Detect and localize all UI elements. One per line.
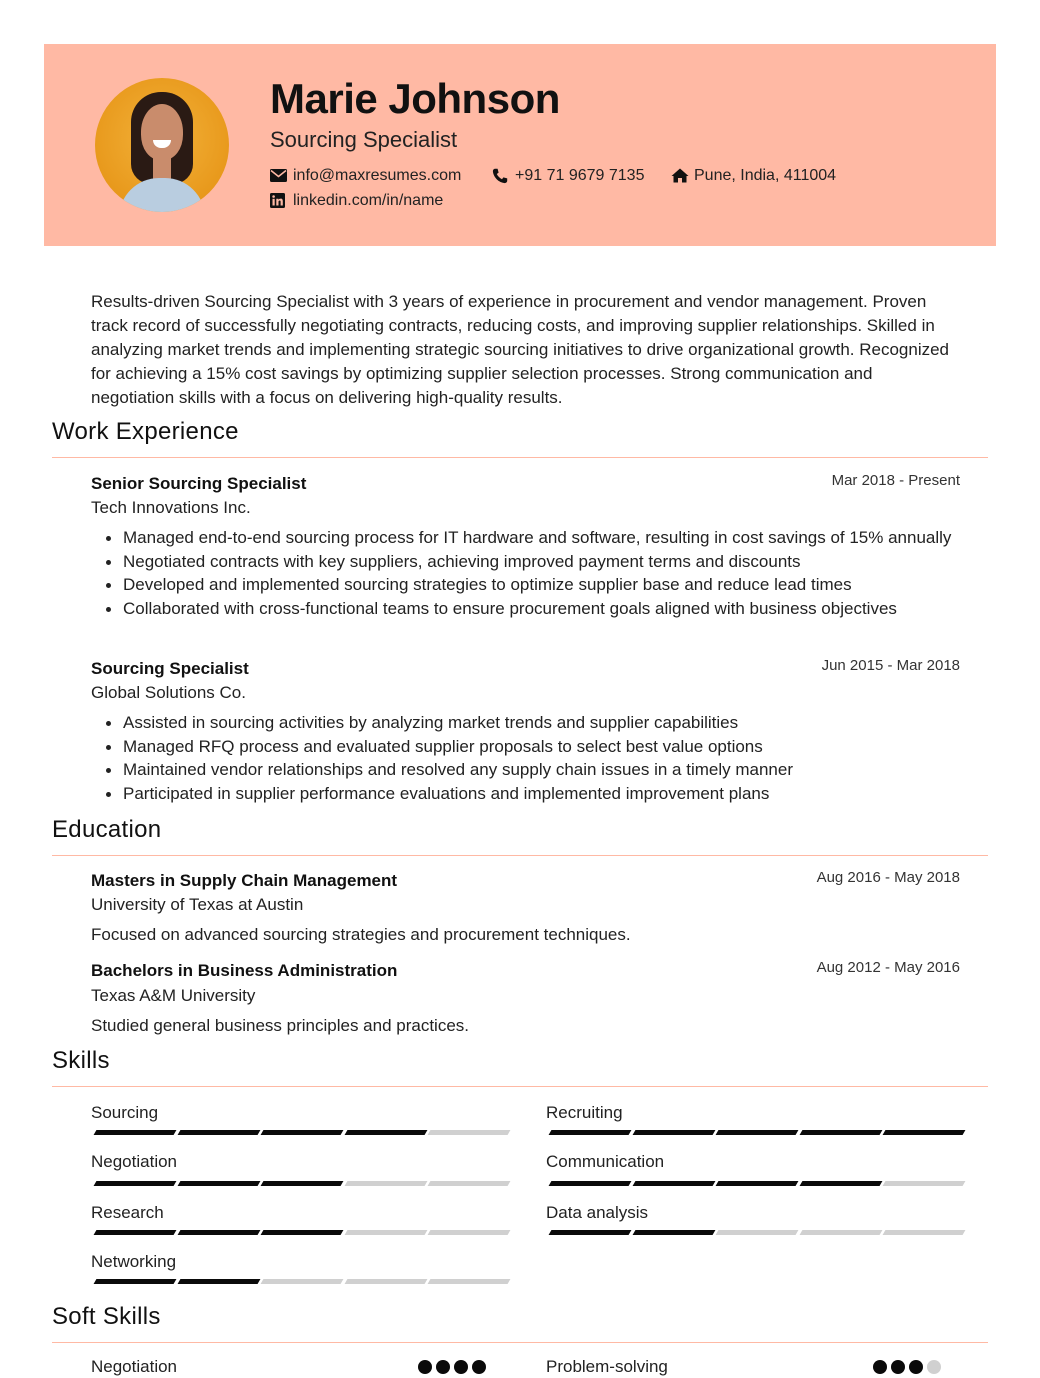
skill-level-segment <box>799 1230 882 1235</box>
skill-level-bar <box>548 1230 962 1235</box>
contact-location <box>671 166 836 186</box>
resume-header <box>44 44 996 246</box>
skill-level-segment <box>883 1181 966 1186</box>
skill-level-segment <box>344 1279 427 1284</box>
soft-skill-name: Negotiation <box>91 1357 178 1376</box>
skill-level-segment <box>344 1230 427 1235</box>
home-icon <box>671 168 689 183</box>
section-divider <box>52 855 988 856</box>
skill-level-segment <box>261 1230 344 1235</box>
skill-level-segment <box>177 1181 260 1186</box>
section-title-education: Education <box>52 816 162 843</box>
skill-level-segment <box>716 1130 799 1135</box>
email-text: info@maxresumes.com <box>293 167 462 184</box>
skill-level-segment <box>632 1181 715 1186</box>
section-divider <box>52 1086 988 1087</box>
skill-level-segment <box>344 1181 427 1186</box>
skill-name: Data analysis <box>546 1203 649 1222</box>
bullet-item: Participated in supplier performance evaluations and implemented improvement plans <box>123 782 963 806</box>
contact-phone[interactable] <box>492 166 644 186</box>
skill-level-segment <box>261 1279 344 1284</box>
skill-level-bar <box>548 1181 962 1186</box>
skill-level-bar <box>93 1181 507 1186</box>
phone-text: +91 71 9679 7135 <box>515 167 645 184</box>
skill-level-segment <box>632 1230 715 1235</box>
skill-level-segment <box>428 1130 511 1135</box>
skill-name: Negotiation <box>91 1152 178 1171</box>
section-divider <box>52 1342 988 1343</box>
skill-level-segment <box>549 1230 632 1235</box>
section-title-skills: Skills <box>52 1047 110 1074</box>
job-bullets <box>123 526 963 620</box>
bullet-item: Assisted in sourcing activities by analyzing market trends and supplier capabilities <box>123 711 963 735</box>
degree-dates: Aug 2016 - May 2018 <box>816 869 960 886</box>
skill-level-segment <box>428 1279 511 1284</box>
skill-name: Sourcing <box>91 1103 159 1122</box>
skill-name: Networking <box>91 1252 177 1271</box>
skill-level-bar <box>93 1279 507 1284</box>
skill-level-segment <box>94 1279 177 1284</box>
skill-level-segment <box>177 1130 260 1135</box>
job-company: Tech Innovations Inc. <box>91 498 251 517</box>
candidate-name: Marie Johnson <box>270 75 560 122</box>
skill-level-segment <box>799 1130 882 1135</box>
job-dates: Mar 2018 - Present <box>831 472 960 489</box>
envelope-icon <box>270 169 288 182</box>
skill-level-segment <box>549 1130 632 1135</box>
job-bullets <box>123 711 963 805</box>
skill-level-segment <box>883 1130 966 1135</box>
bullet-item: Managed RFQ process and evaluated supplier proposals to select best value options <box>123 735 963 759</box>
skill-level-segment <box>261 1130 344 1135</box>
section-title-soft-skills: Soft Skills <box>52 1303 161 1330</box>
degree-description: Focused on advanced sourcing strategies and procurement techniques. <box>91 925 631 944</box>
degree-title: Masters in Supply Chain Management <box>91 871 398 890</box>
bullet-item: Negotiated contracts with key suppliers, achieving improved payment terms and discounts <box>123 550 963 574</box>
skill-level-segment <box>716 1230 799 1235</box>
location-text: Pune, India, 411004 <box>694 167 837 184</box>
linkedin-icon <box>270 193 288 208</box>
skill-level-segment <box>94 1230 177 1235</box>
skill-level-segment <box>428 1181 511 1186</box>
skill-name: Recruiting <box>546 1103 623 1122</box>
bullet-item: Managed end-to-end sourcing process for IT hardware and software, resulting in cost savings of 15% annually <box>123 526 963 550</box>
phone-icon <box>492 168 510 184</box>
skill-level-bar <box>93 1230 507 1235</box>
skill-level-segment <box>344 1130 427 1135</box>
skill-level-segment <box>549 1181 632 1186</box>
section-title-work: Work Experience <box>52 418 239 445</box>
summary-text: Results-driven Sourcing Specialist with 3 years of experience in procurement and vendor management. Proven track record of successfully negotiating contracts, reducing costs, and improving supplier relationships. Skilled in analyzing market trends and implementing strategic sourcing initiatives to drive organizational growth. Recognized for achieving a 15% cost savings by optimizing supplier selection processes. Strong communication and negotiation skills with a focus on delivering high-quality results. <box>91 292 950 407</box>
skill-level-segment <box>799 1181 882 1186</box>
bullet-item: Developed and implemented sourcing strategies to optimize supplier base and reduce lead times <box>123 573 963 597</box>
skill-level-segment <box>428 1230 511 1235</box>
skill-level-segment <box>94 1181 177 1186</box>
soft-skill-name: Problem-solving <box>546 1357 668 1376</box>
bullet-item: Maintained vendor relationships and resolved any supply chain issues in a timely manner <box>123 758 963 782</box>
linkedin-text: linkedin.com/in/name <box>293 192 444 209</box>
skill-name: Communication <box>546 1152 665 1171</box>
degree-description: Studied general business principles and practices. <box>91 1016 470 1035</box>
skill-level-segment <box>632 1130 715 1135</box>
school-name: University of Texas at Austin <box>91 895 304 914</box>
school-name: Texas A&M University <box>91 986 256 1005</box>
skill-level-segment <box>177 1230 260 1235</box>
job-company: Global Solutions Co. <box>91 683 246 702</box>
job-title: Sourcing Specialist <box>91 659 249 678</box>
candidate-title: Sourcing Specialist <box>270 127 458 152</box>
contact-linkedin[interactable] <box>270 191 443 211</box>
skill-level-segment <box>177 1279 260 1284</box>
skill-level-segment <box>883 1230 966 1235</box>
skill-level-bar <box>548 1130 962 1135</box>
bullet-item: Collaborated with cross-functional teams to ensure procurement goals aligned with business objectives <box>123 597 963 621</box>
degree-title: Bachelors in Business Administration <box>91 961 398 980</box>
skill-level-segment <box>261 1181 344 1186</box>
job-title: Senior Sourcing Specialist <box>91 474 307 493</box>
contact-email[interactable] <box>270 166 461 186</box>
skill-level-segment <box>716 1181 799 1186</box>
skill-level-bar <box>93 1130 507 1135</box>
job-dates: Jun 2015 - Mar 2018 <box>821 657 960 674</box>
profile-photo <box>95 78 229 212</box>
section-divider <box>52 457 988 458</box>
skill-name: Research <box>91 1203 164 1222</box>
skill-level-segment <box>94 1130 177 1135</box>
degree-dates: Aug 2012 - May 2016 <box>816 959 960 976</box>
